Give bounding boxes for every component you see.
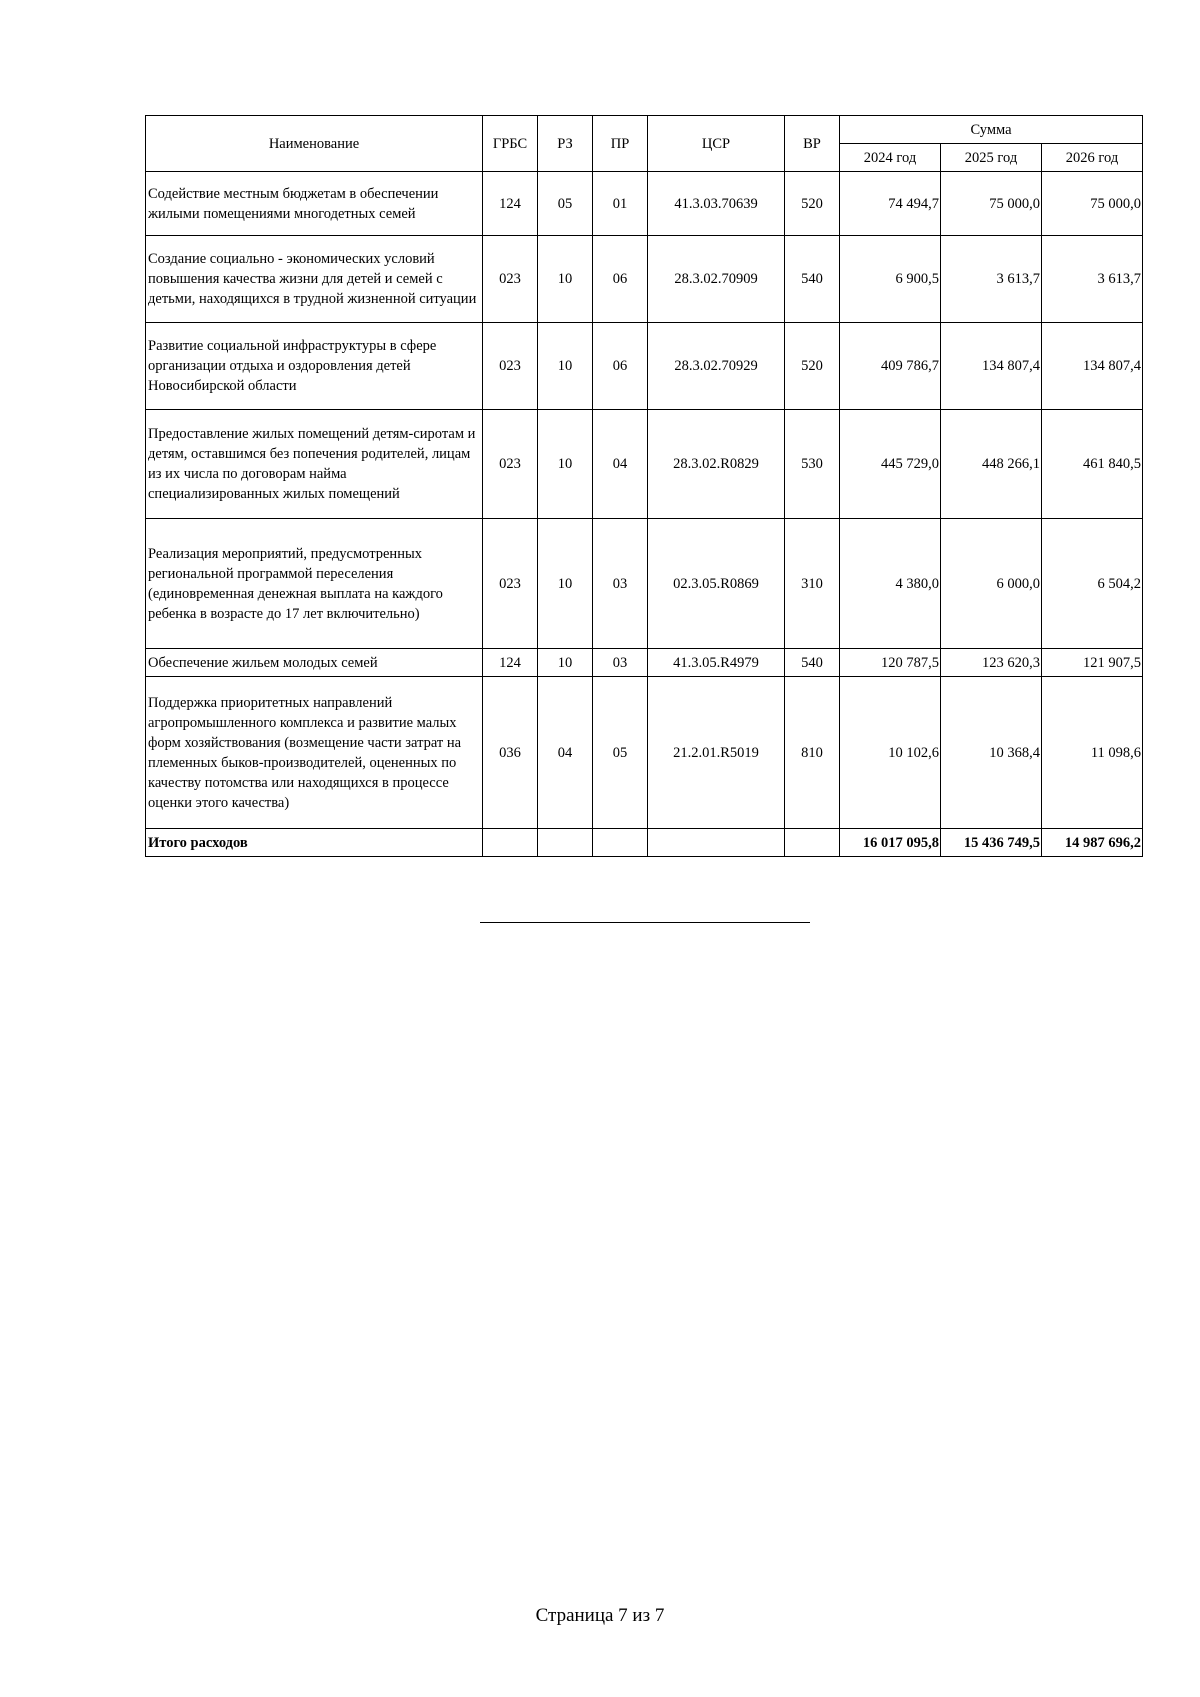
row-csr: 21.2.01.R5019 bbox=[648, 677, 785, 829]
row-sum-2024: 10 102,6 bbox=[840, 677, 941, 829]
row-vr: 540 bbox=[785, 236, 840, 323]
row-rz: 05 bbox=[538, 172, 593, 236]
row-sum-2025: 123 620,3 bbox=[941, 649, 1042, 677]
row-pr: 04 bbox=[593, 410, 648, 519]
total-rz-empty bbox=[538, 829, 593, 857]
row-sum-2025: 3 613,7 bbox=[941, 236, 1042, 323]
row-sum-2024: 120 787,5 bbox=[840, 649, 941, 677]
budget-table bbox=[145, 115, 1143, 857]
row-grbs: 023 bbox=[483, 236, 538, 323]
row-sum-2024: 6 900,5 bbox=[840, 236, 941, 323]
row-pr: 03 bbox=[593, 519, 648, 649]
header-year-2025: 2025 год bbox=[941, 144, 1042, 172]
row-rz: 10 bbox=[538, 410, 593, 519]
row-sum-2026: 11 098,6 bbox=[1042, 677, 1143, 829]
row-vr: 520 bbox=[785, 323, 840, 410]
row-grbs: 023 bbox=[483, 519, 538, 649]
row-rz: 10 bbox=[538, 323, 593, 410]
row-sum-2026: 6 504,2 bbox=[1042, 519, 1143, 649]
row-name: Поддержка приоритетных направлений агропромышленного комплекса и развитие малых форм хозяйствования (возмещение части затрат на племенных быков-производителей, оцененных по качеству потомства или находящихся в процессе оценки этого качества) bbox=[146, 677, 483, 829]
row-name: Содействие местным бюджетам в обеспечении жилыми помещениями многодетных семей bbox=[146, 172, 483, 236]
row-sum-2025: 10 368,4 bbox=[941, 677, 1042, 829]
page-number: Страница 7 из 7 bbox=[535, 1605, 665, 1626]
row-sum-2024: 409 786,7 bbox=[840, 323, 941, 410]
header-year-2024: 2024 год bbox=[840, 144, 941, 172]
row-name: Создание социально - экономических условий повышения качества жизни для детей и семей с детьми, находящихся в трудной жизненной ситуации bbox=[146, 236, 483, 323]
row-grbs: 036 bbox=[483, 677, 538, 829]
total-row bbox=[146, 829, 1143, 857]
total-vr-empty bbox=[785, 829, 840, 857]
row-vr: 540 bbox=[785, 649, 840, 677]
total-label: Итого расходов bbox=[146, 829, 483, 857]
row-rz: 10 bbox=[538, 519, 593, 649]
total-pr-empty bbox=[593, 829, 648, 857]
row-rz: 10 bbox=[538, 649, 593, 677]
header-pr: ПР bbox=[593, 116, 648, 172]
header-csr: ЦСР bbox=[648, 116, 785, 172]
header-vr: ВР bbox=[785, 116, 840, 172]
row-sum-2024: 74 494,7 bbox=[840, 172, 941, 236]
table-row bbox=[146, 172, 1143, 236]
total-sum-2026: 14 987 696,2 bbox=[1042, 829, 1143, 857]
row-sum-2026: 75 000,0 bbox=[1042, 172, 1143, 236]
row-name: Обеспечение жильем молодых семей bbox=[146, 649, 483, 677]
table-row bbox=[146, 677, 1143, 829]
row-grbs: 124 bbox=[483, 649, 538, 677]
row-vr: 810 bbox=[785, 677, 840, 829]
row-sum-2026: 461 840,5 bbox=[1042, 410, 1143, 519]
row-grbs: 124 bbox=[483, 172, 538, 236]
row-sum-2025: 134 807,4 bbox=[941, 323, 1042, 410]
row-csr: 41.3.03.70639 bbox=[648, 172, 785, 236]
row-vr: 310 bbox=[785, 519, 840, 649]
header-row-1 bbox=[146, 116, 1143, 144]
header-grbs: ГРБС bbox=[483, 116, 538, 172]
row-pr: 03 bbox=[593, 649, 648, 677]
header-rz: РЗ bbox=[538, 116, 593, 172]
table-row bbox=[146, 649, 1143, 677]
row-pr: 06 bbox=[593, 236, 648, 323]
header-name: Наименование bbox=[146, 116, 483, 172]
row-sum-2024: 445 729,0 bbox=[840, 410, 941, 519]
row-csr: 28.3.02.70909 bbox=[648, 236, 785, 323]
row-csr: 28.3.02.70929 bbox=[648, 323, 785, 410]
row-name: Предоставление жилых помещений детям-сиротам и детям, оставшимся без попечения родителей, лицам из их числа по договорам найма специализированных жилых помещений bbox=[146, 410, 483, 519]
row-sum-2024: 4 380,0 bbox=[840, 519, 941, 649]
total-sum-2025: 15 436 749,5 bbox=[941, 829, 1042, 857]
row-name: Реализация мероприятий, предусмотренных региональной программой переселения (единовременная денежная выплата на каждого ребенка в возрасте до 17 лет включительно) bbox=[146, 519, 483, 649]
header-sum: Сумма bbox=[840, 116, 1143, 144]
row-rz: 10 bbox=[538, 236, 593, 323]
row-vr: 520 bbox=[785, 172, 840, 236]
row-sum-2026: 121 907,5 bbox=[1042, 649, 1143, 677]
row-rz: 04 bbox=[538, 677, 593, 829]
table-row bbox=[146, 519, 1143, 649]
row-vr: 530 bbox=[785, 410, 840, 519]
row-sum-2026: 134 807,4 bbox=[1042, 323, 1143, 410]
row-sum-2025: 448 266,1 bbox=[941, 410, 1042, 519]
row-sum-2026: 3 613,7 bbox=[1042, 236, 1143, 323]
table-row bbox=[146, 410, 1143, 519]
table-row bbox=[146, 236, 1143, 323]
row-pr: 05 bbox=[593, 677, 648, 829]
row-csr: 02.3.05.R0869 bbox=[648, 519, 785, 649]
row-grbs: 023 bbox=[483, 323, 538, 410]
total-grbs-empty bbox=[483, 829, 538, 857]
header-year-2026: 2026 год bbox=[1042, 144, 1143, 172]
row-sum-2025: 75 000,0 bbox=[941, 172, 1042, 236]
total-csr-empty bbox=[648, 829, 785, 857]
row-pr: 06 bbox=[593, 323, 648, 410]
row-sum-2025: 6 000,0 bbox=[941, 519, 1042, 649]
row-grbs: 023 bbox=[483, 410, 538, 519]
total-sum-2024: 16 017 095,8 bbox=[840, 829, 941, 857]
table-row bbox=[146, 323, 1143, 410]
row-csr: 28.3.02.R0829 bbox=[648, 410, 785, 519]
row-name: Развитие социальной инфраструктуры в сфере организации отдыха и оздоровления детей Новосибирской области bbox=[146, 323, 483, 410]
separator-line bbox=[480, 922, 810, 923]
row-pr: 01 bbox=[593, 172, 648, 236]
row-csr: 41.3.05.R4979 bbox=[648, 649, 785, 677]
